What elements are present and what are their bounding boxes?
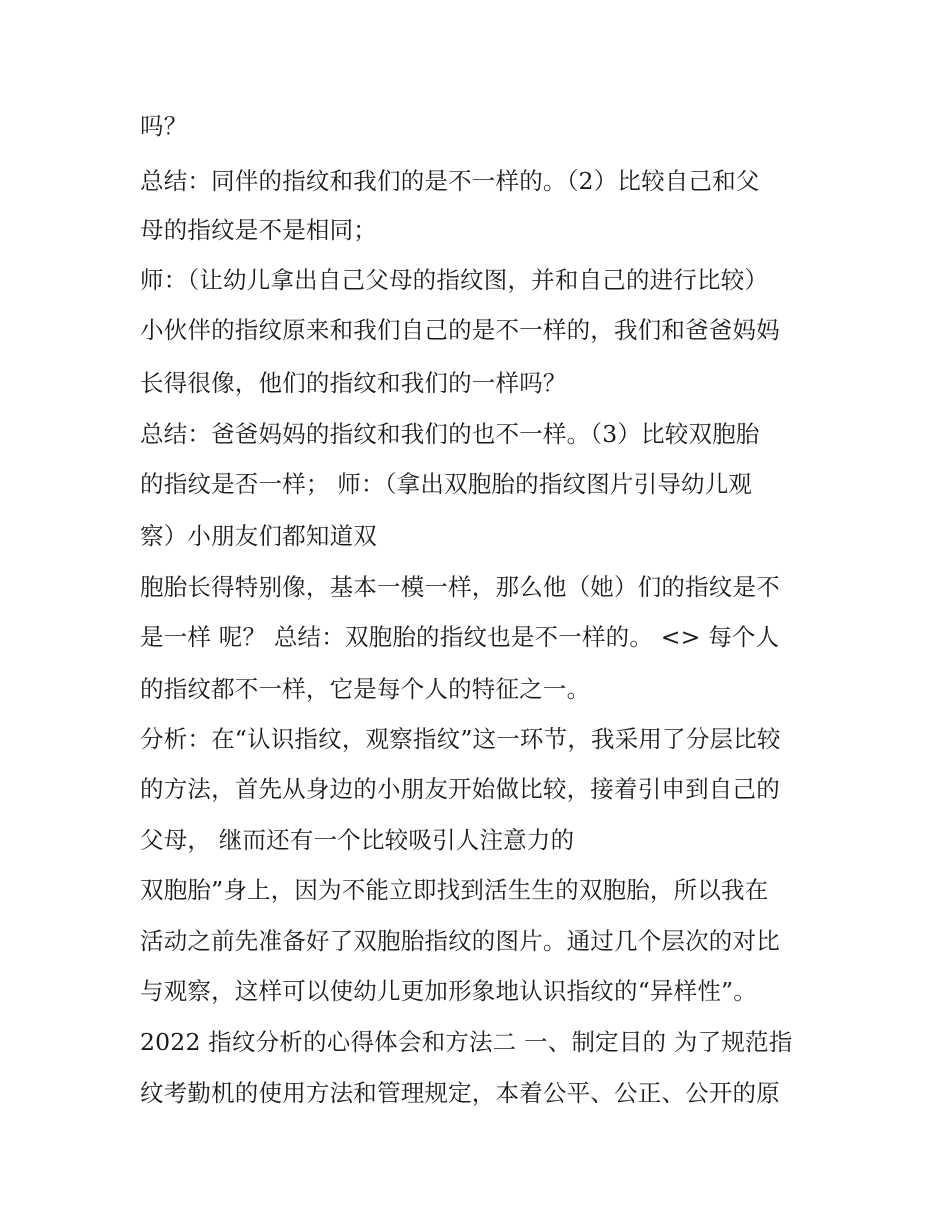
- text-line: 活动之前先准备好了双胞胎指纹的图片。通过几个层次的对比: [140, 927, 780, 955]
- text-line: 吗？: [140, 112, 188, 140]
- text-line: 的方法，首先从身边的小朋友开始做比较，接着引申到自己的: [140, 775, 780, 803]
- text-line: 的指纹是否一样； 师：（拿出双胞胎的指纹图片引导幼儿观: [140, 470, 753, 498]
- text-line: 长得很像，他们的指纹和我们的一样吗？: [140, 369, 567, 397]
- text-line: 父母， 继而还有一个比较吸引人注意力的: [140, 826, 575, 854]
- text-line: 总结：同伴的指纹和我们的是不一样的。（2）比较自己和父: [140, 167, 760, 195]
- text-line: 师：（让幼儿拿出自己父母的指纹图，并和自己的进行比较）: [140, 266, 769, 294]
- text-line: 母的指纹是不是相同；: [140, 216, 377, 244]
- text-line: 与观察，这样可以使幼儿更加形象地认识指纹的“异样性”。: [140, 977, 757, 1005]
- text-line: 2022 指纹分析的心得体会和方法二 一、制定目的 为了规范指: [140, 1028, 793, 1056]
- text-line: 是一样 呢？ 总结：双胞胎的指纹也是不一样的。 <> 每个人: [140, 623, 780, 651]
- text-line: 双胞胎”身上，因为不能立即找到活生生的双胞胎，所以我在: [140, 876, 769, 904]
- text-line: 的指纹都不一样，它是每个人的特征之一。: [140, 675, 591, 703]
- text-line: 胞胎长得特别像，基本一模一样，那么他（她）们的指纹是不: [140, 573, 780, 601]
- text-line: 总结：爸爸妈妈的指纹和我们的也不一样。（3）比较双胞胎: [140, 420, 760, 448]
- text-line: 纹考勤机的使用方法和管理规定，本着公平、公正、公开的原: [140, 1079, 780, 1107]
- text-line: 小伙伴的指纹原来和我们自己的是不一样的，我们和爸爸妈妈: [140, 316, 780, 344]
- text-line: 分析：在“认识指纹，观察指纹”这一环节，我采用了分层比较: [140, 725, 781, 753]
- text-line: 察）小朋友们都知道双: [140, 522, 377, 550]
